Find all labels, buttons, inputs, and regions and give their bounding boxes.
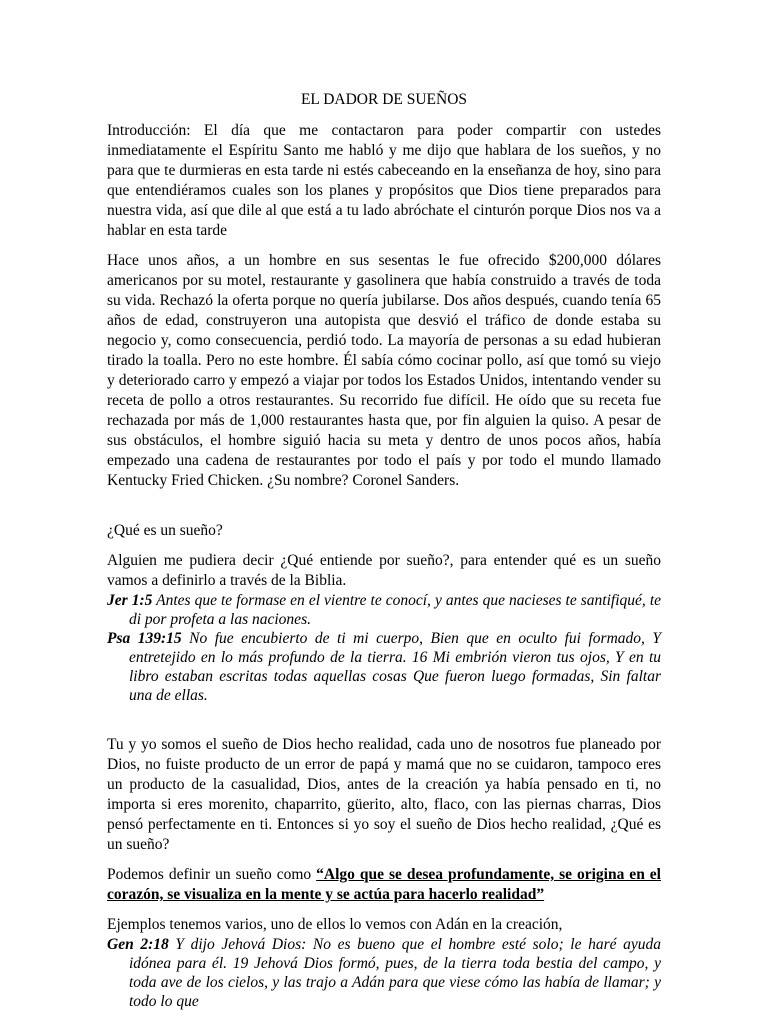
define-intro-paragraph: Alguien me pudiera decir ¿Qué entiende por sueño?, para entender qué es un sueño vamos a definirlo a través de la Biblia. (107, 552, 661, 589)
verse-reference: Psa 139:15 (107, 630, 182, 647)
verse-psa (107, 629, 661, 705)
verse-jer (107, 591, 661, 629)
reality-paragraph: Tu y yo somos el sueño de Dios hecho realidad, cada uno de nosotros fue planeado por Dios, no fuiste producto de un error de papá y mamá que no se cuidaron, tampoco eres un producto de la casualidad, Dios, antes de la creación ya había pensado en ti, no importa si eres morenito, chaparrito, güerito, alto, flaco, con las piernas charras, Dios pensó perfectamente en ti. Entonces si yo soy el sueño de Dios hecho realidad, ¿Qué es un sueño? (107, 736, 661, 853)
examples-paragraph: Ejemplos tenemos varios, uno de ellos lo vemos con Adán en la creación, (107, 916, 563, 933)
verse-text: No fue encubierto de ti mi cuerpo, Bien que en oculto fui formado, Y entretejido en lo más profundo de la tierra. 16 Mi embrión vieron tus ojos, Y en tu libro estaban escritas todas aquellas cosas Que fueron luego formadas, Sin faltar una de ellas. (129, 630, 661, 704)
verse-reference: Gen 2:18 (107, 936, 169, 953)
intro-paragraph: Introducción: El día que me contactaron para poder compartir con ustedes inmediatamente el Espíritu Santo me habló y me dijo que hablara de los sueños, y no para que te durmieras en esta tarde ni estés cabeceando en la enseñanza de hoy, sino para que entendiéramos cuales son los planes y propósitos que Dios tiene preparados para nuestra vida, así que dile al que está a tu lado abróchate el cinturón porque Dios nos va a hablar en esta tarde (107, 122, 661, 239)
story-paragraph: Hace unos años, a un hombre en sus sesentas le fue ofrecido $200,000 dólares americanos por su motel, restaurante y gasolinera que había construido a través de toda su vida. Rechazó la oferta porque no quería jubilarse. Dos años después, cuando tenía 65 años de edad, construyeron una autopista que desvió el tráfico de donde estaba su negocio y, como consecuencia, perdió todo. La mayoría de personas a su edad hubieran tirado la toalla. Pero no este hombre. Él sabía cómo cocinar pollo, así que tomó su viejo y deteriorado carro y empezó a viajar por todos los Estados Unidos, intentando vender su receta de pollo a otros restaurantes. Su recorrido fue difícil. He oído que su receta fue rechazada por más de 1,000 restaurantes hasta que, por fin alguien la quiso. A pesar de sus obstáculos, el hombre siguió hacia su meta y dentro de unos pocos años, había empezado una cadena de restaurantes por todo el país y por todo el mundo llamado Kentucky Fried Chicken. ¿Su nombre? Coronel Sanders. (107, 252, 661, 489)
verse-reference: Jer 1:5 (107, 592, 153, 609)
verse-gen (107, 935, 661, 1011)
verse-text: Antes que te formase en el vientre te conocí, y antes que nacieses te santifiqué, te di por profeta a las naciones. (129, 592, 662, 628)
verse-text: Y dijo Jehová Dios: No es bueno que el hombre esté solo; le haré ayuda idónea para él. 19 Jehová Dios formó, pues, de la tierra toda bestia del campo, y toda ave de los cielos, y las trajo a Adán para que viese cómo las había de llamar; y todo lo que (129, 936, 661, 1010)
definition-paragraph (107, 865, 661, 905)
definition-lead: Podemos definir un sueño como (107, 866, 317, 883)
document-title: EL DADOR DE SUEÑOS (300, 91, 468, 108)
question-heading: ¿Qué es un sueño? (107, 522, 223, 539)
definition-quote: “Algo que se desea profundamente, se origina en el corazón, se visualiza en la mente y se actúa para hacerlo realidad” (107, 866, 661, 903)
